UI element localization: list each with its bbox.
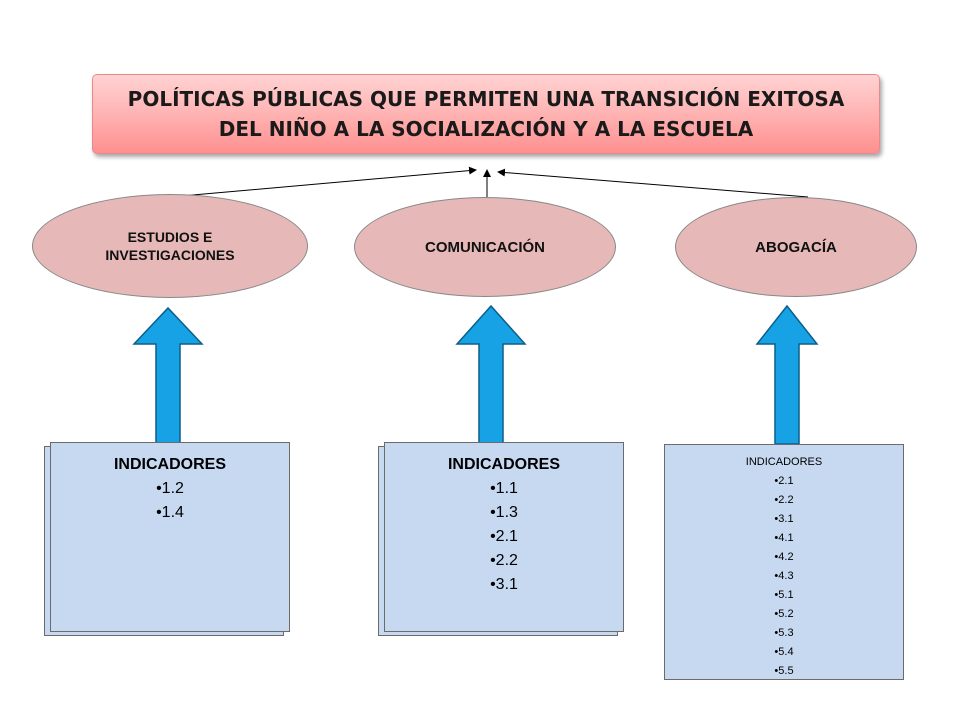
indicators-box-right — [664, 444, 904, 680]
indicator-item: • 2.2 — [385, 549, 623, 573]
indicators-title: INDICADORES — [447, 456, 560, 473]
indicator-item: • 3.1 — [385, 573, 623, 597]
connector-left — [170, 170, 476, 197]
indicators-list-center — [385, 477, 623, 597]
ellipse-abogacia-label: ABOGACÍA — [755, 238, 837, 256]
ellipse-estudios — [32, 194, 308, 298]
ellipse-estudios-label: ESTUDIOS E INVESTIGACIONES — [105, 229, 235, 263]
indicator-item: • 5.5 — [665, 662, 903, 681]
block-arrow-center — [451, 304, 531, 446]
indicators-list-right — [665, 472, 903, 681]
indicator-item: • 3.1 — [665, 510, 903, 529]
indicator-item: • 5.1 — [665, 586, 903, 605]
indicator-item: • 5.2 — [665, 605, 903, 624]
indicators-box-center — [384, 442, 624, 632]
indicator-item: • 2.2 — [665, 491, 903, 510]
block-arrow-left — [128, 306, 208, 448]
indicator-item: • 5.3 — [665, 624, 903, 643]
indicator-item: • 1.1 — [385, 477, 623, 501]
indicator-item: • 4.1 — [665, 529, 903, 548]
ellipse-comunicacion-label: COMUNICACIÓN — [425, 238, 545, 256]
indicators-title: INDICADORES — [745, 456, 823, 468]
indicators-title: INDICADORES — [113, 456, 226, 473]
indicator-item: • 4.2 — [665, 548, 903, 567]
indicator-item: • 2.1 — [665, 472, 903, 491]
ellipse-abogacia — [675, 197, 917, 297]
indicator-item: • 1.4 — [51, 501, 289, 525]
indicator-item: • 1.2 — [51, 477, 289, 501]
indicator-item: • 1.3 — [385, 501, 623, 525]
diagram-title: POLÍTICAS PÚBLICAS QUE PERMITEN UNA TRANSICIÓN EXITOSA DEL NIÑO A LA SOCIALIZACIÓN Y A LA ESCUELA — [127, 87, 845, 141]
connector-right — [498, 172, 808, 197]
indicators-list-left — [51, 477, 289, 525]
indicators-box-left — [50, 442, 290, 632]
indicator-item: • 5.4 — [665, 643, 903, 662]
indicator-item: • 4.3 — [665, 567, 903, 586]
ellipse-comunicacion — [354, 197, 616, 297]
block-arrow-right — [747, 304, 827, 446]
indicator-item: • 2.1 — [385, 525, 623, 549]
